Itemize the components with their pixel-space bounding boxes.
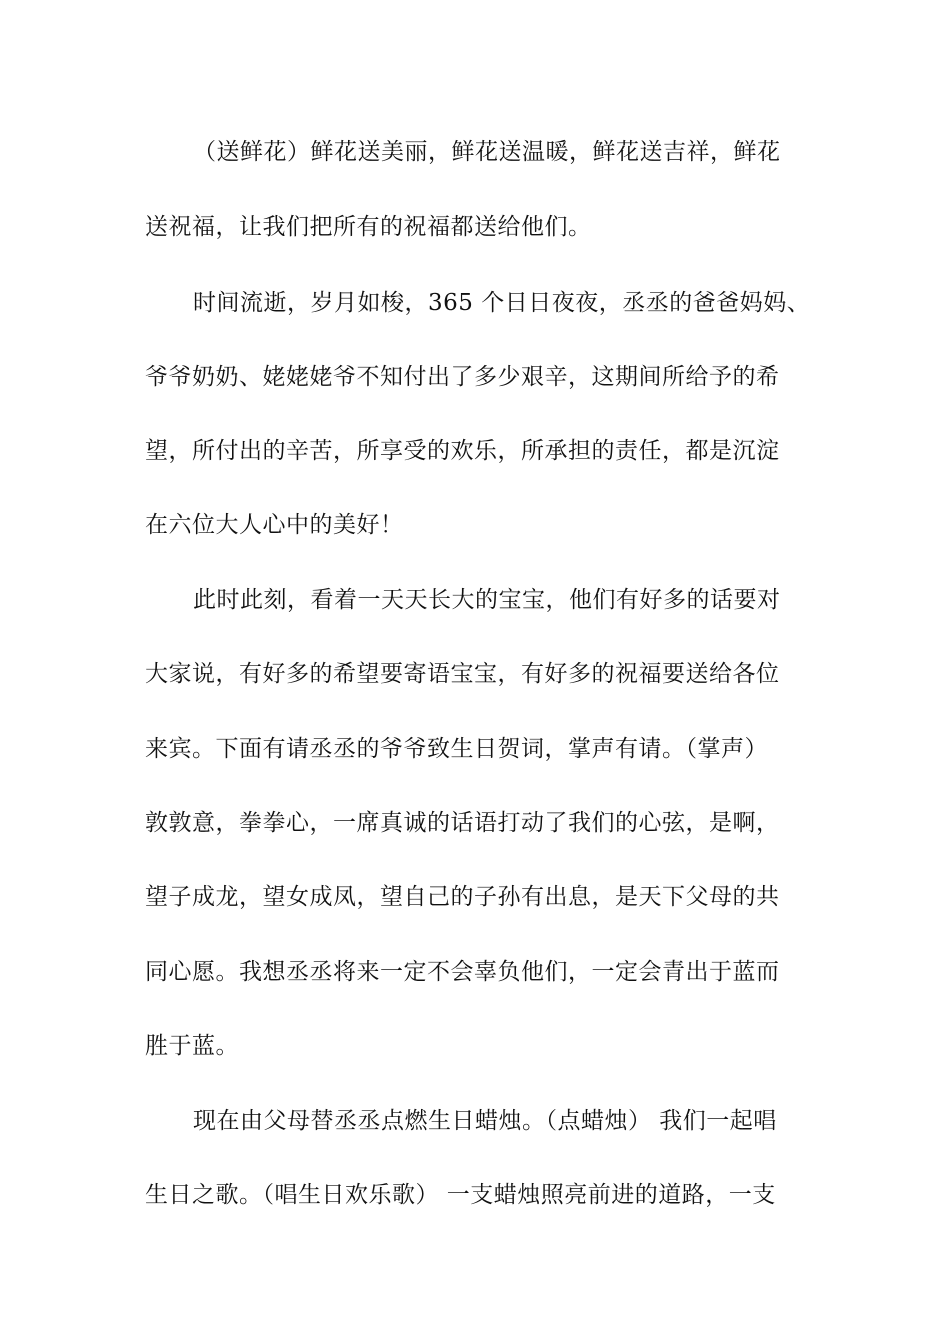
text-line: 同心愿。我想丞丞将来一定不会辜负他们，一定会青出于蓝而 bbox=[145, 959, 780, 985]
text-line: 送祝福，让我们把所有的祝福都送给他们。 bbox=[145, 214, 592, 240]
text-line: 望，所付出的辛苦，所享受的欢乐，所承担的责任，都是沉淀 bbox=[145, 438, 780, 464]
text-line: 此时此刻，看着一天天长大的宝宝，他们有好多的话要对 bbox=[193, 587, 781, 613]
text-line: 在六位大人心中的美好！ bbox=[145, 512, 404, 538]
text-line: 望子成龙，望女成凤，望自己的子孙有出息，是天下父母的共 bbox=[145, 884, 780, 910]
text-line: 胜于蓝。 bbox=[145, 1033, 239, 1059]
text-line: 生日之歌。（唱生日欢乐歌） 一支蜡烛照亮前进的道路，一支 bbox=[145, 1182, 776, 1208]
text-line: （送鲜花）鲜花送美丽，鲜花送温暖，鲜花送吉祥，鲜花 bbox=[193, 139, 781, 165]
text-line: 敦敦意，拳拳心，一席真诚的话语打动了我们的心弦，是啊， bbox=[145, 810, 780, 836]
text-line: 时间流逝，岁月如梭，365 个日日夜夜，丞丞的爸爸妈妈、 bbox=[193, 290, 811, 316]
text-line: 大家说，有好多的希望要寄语宝宝，有好多的祝福要送给各位 bbox=[145, 661, 780, 687]
text-line: 来宾。下面有请丞丞的爷爷致生日贺词，掌声有请。（掌声） bbox=[145, 736, 768, 762]
text-line: 现在由父母替丞丞点燃生日蜡烛。（点蜡烛） 我们一起唱 bbox=[193, 1108, 777, 1134]
text-line: 爷爷奶奶、姥姥姥爷不知付出了多少艰辛，这期间所给予的希 bbox=[145, 364, 780, 390]
